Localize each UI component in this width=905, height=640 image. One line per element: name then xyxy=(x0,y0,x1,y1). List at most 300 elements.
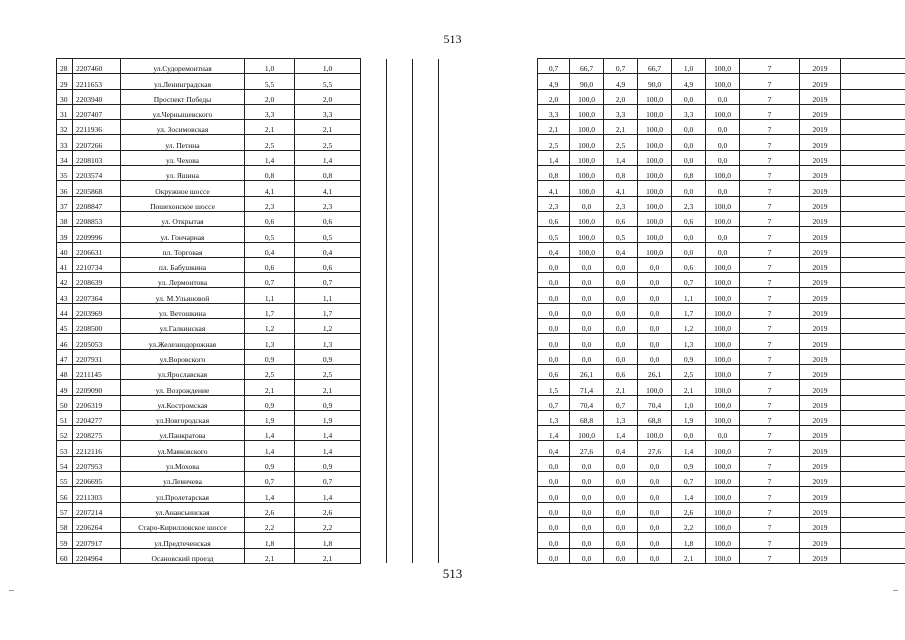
row-number-cell: 55 xyxy=(57,472,73,487)
value-b-cell: 7 xyxy=(740,441,800,456)
length-total-cell: 2,6 xyxy=(245,502,295,517)
empty-cell xyxy=(413,319,439,334)
empty-cell xyxy=(413,533,439,548)
length-value-cell: 1,0 xyxy=(295,59,361,74)
road-code-cell: 2203969 xyxy=(73,303,121,318)
empty-cell xyxy=(413,211,439,226)
percent-b-cell: 2019 xyxy=(800,242,841,257)
cell-cell: 0,0 xyxy=(638,349,672,364)
cell-cell: 0,0 xyxy=(638,502,672,517)
length-value-cell: 2,6 xyxy=(295,502,361,517)
length-total-cell: 0,9 xyxy=(245,395,295,410)
street-name-cell: Окружное шоссе xyxy=(121,181,245,196)
empty-cell xyxy=(439,181,538,196)
cell-cell: 3,3 xyxy=(604,104,638,119)
percent-a-cell: 100,0 xyxy=(706,456,740,471)
street-name-cell: ул. Гончарная xyxy=(121,227,245,242)
percent-a-cell: 100,0 xyxy=(706,273,740,288)
empty-cell xyxy=(439,517,538,532)
road-code-cell: 2205053 xyxy=(73,334,121,349)
road-code-cell: 2209090 xyxy=(73,380,121,395)
cell-cell: 0,0 xyxy=(538,533,570,548)
empty-cell xyxy=(439,487,538,502)
cell-cell: 27,6 xyxy=(570,441,604,456)
percent-a-cell: 100,0 xyxy=(706,59,740,74)
empty-cell xyxy=(361,548,387,563)
empty-cell xyxy=(361,303,387,318)
percent-b-cell: 2019 xyxy=(800,273,841,288)
cell-cell: 0,0 xyxy=(638,319,672,334)
row-number-cell: 47 xyxy=(57,349,73,364)
value-b-cell: 7 xyxy=(740,59,800,74)
cell-cell: 100,0 xyxy=(570,135,604,150)
row-number-cell: 31 xyxy=(57,104,73,119)
length-value-cell: 2,1 xyxy=(295,380,361,395)
cell-cell: 0,4 xyxy=(538,441,570,456)
empty-cell xyxy=(361,196,387,211)
value-a-cell: 2,3 xyxy=(672,196,706,211)
value-b-cell: 7 xyxy=(740,273,800,288)
row-number-cell: 48 xyxy=(57,364,73,379)
row-number-cell: 57 xyxy=(57,502,73,517)
value-c-cell xyxy=(841,288,905,303)
cell-cell: 0,7 xyxy=(538,59,570,74)
cell-cell: 100,0 xyxy=(570,150,604,165)
value-c-cell xyxy=(841,487,905,502)
cell-cell: 0,0 xyxy=(538,273,570,288)
row-number-cell: 39 xyxy=(57,227,73,242)
length-value-cell: 0,7 xyxy=(295,472,361,487)
empty-cell xyxy=(413,472,439,487)
road-code-cell: 2210734 xyxy=(73,257,121,272)
value-b-cell: 7 xyxy=(740,104,800,119)
empty-cell xyxy=(361,211,387,226)
cell-cell: 71,4 xyxy=(570,380,604,395)
length-value-cell: 2,5 xyxy=(295,364,361,379)
length-total-cell: 0,8 xyxy=(245,166,295,181)
value-c-cell xyxy=(841,303,905,318)
value-a-cell: 0,6 xyxy=(672,257,706,272)
length-value-cell: 1,3 xyxy=(295,334,361,349)
value-b-cell: 7 xyxy=(740,211,800,226)
length-value-cell: 2,1 xyxy=(295,120,361,135)
percent-b-cell: 2019 xyxy=(800,334,841,349)
cell-cell: 0,0 xyxy=(638,517,672,532)
empty-cell xyxy=(361,74,387,89)
street-name-cell: ул. Зосимовская xyxy=(121,120,245,135)
percent-b-cell: 2019 xyxy=(800,441,841,456)
street-name-cell: ул.Воровского xyxy=(121,349,245,364)
value-a-cell: 2,2 xyxy=(672,517,706,532)
percent-a-cell: 0,0 xyxy=(706,181,740,196)
value-c-cell xyxy=(841,150,905,165)
table-row xyxy=(57,456,905,471)
empty-cell xyxy=(387,319,413,334)
cell-cell: 0,5 xyxy=(604,227,638,242)
table-row xyxy=(57,319,905,334)
percent-b-cell: 2019 xyxy=(800,533,841,548)
street-name-cell: ул.Пролетарская xyxy=(121,487,245,502)
row-number-cell: 53 xyxy=(57,441,73,456)
cell-cell: 100,0 xyxy=(638,196,672,211)
length-total-cell: 2,0 xyxy=(245,89,295,104)
empty-cell xyxy=(413,349,439,364)
length-value-cell: 4,1 xyxy=(295,181,361,196)
road-code-cell: 2207931 xyxy=(73,349,121,364)
cell-cell: 0,4 xyxy=(604,242,638,257)
empty-cell xyxy=(387,410,413,425)
value-b-cell: 7 xyxy=(740,487,800,502)
cell-cell: 100,0 xyxy=(570,166,604,181)
value-a-cell: 2,6 xyxy=(672,502,706,517)
empty-cell xyxy=(413,548,439,563)
value-a-cell: 3,3 xyxy=(672,104,706,119)
empty-cell xyxy=(413,303,439,318)
value-b-cell: 7 xyxy=(740,196,800,211)
empty-cell xyxy=(387,517,413,532)
cell-cell: 0,0 xyxy=(538,487,570,502)
empty-cell xyxy=(387,334,413,349)
cell-cell: 0,0 xyxy=(570,487,604,502)
length-total-cell: 2,5 xyxy=(245,364,295,379)
empty-cell xyxy=(387,150,413,165)
cell-cell: 1,5 xyxy=(538,380,570,395)
cell-cell: 0,0 xyxy=(538,472,570,487)
table-row xyxy=(57,211,905,226)
table-row xyxy=(57,104,905,119)
percent-b-cell: 2019 xyxy=(800,395,841,410)
percent-a-cell: 0,0 xyxy=(706,426,740,441)
table-row xyxy=(57,89,905,104)
value-c-cell xyxy=(841,349,905,364)
table-row xyxy=(57,533,905,548)
length-total-cell: 0,6 xyxy=(245,211,295,226)
road-code-cell: 2208103 xyxy=(73,150,121,165)
value-a-cell: 0,6 xyxy=(672,211,706,226)
length-total-cell: 0,9 xyxy=(245,456,295,471)
value-a-cell: 1,0 xyxy=(672,395,706,410)
cell-cell: 0,0 xyxy=(604,257,638,272)
empty-cell xyxy=(387,196,413,211)
value-b-cell: 7 xyxy=(740,242,800,257)
empty-cell xyxy=(439,334,538,349)
percent-a-cell: 100,0 xyxy=(706,410,740,425)
cell-cell: 0,0 xyxy=(638,456,672,471)
cell-cell: 100,0 xyxy=(638,89,672,104)
cell-cell: 0,0 xyxy=(538,303,570,318)
street-name-cell: ул.Галкинская xyxy=(121,319,245,334)
length-value-cell: 5,5 xyxy=(295,74,361,89)
table-row xyxy=(57,273,905,288)
value-c-cell xyxy=(841,227,905,242)
table-row xyxy=(57,349,905,364)
empty-cell xyxy=(387,288,413,303)
length-value-cell: 0,9 xyxy=(295,456,361,471)
cell-cell: 0,6 xyxy=(538,211,570,226)
cell-cell: 100,0 xyxy=(570,227,604,242)
value-c-cell xyxy=(841,319,905,334)
length-total-cell: 1,1 xyxy=(245,288,295,303)
empty-cell xyxy=(439,395,538,410)
empty-cell xyxy=(387,273,413,288)
empty-cell xyxy=(361,319,387,334)
cell-cell: 26,1 xyxy=(570,364,604,379)
cell-cell: 0,0 xyxy=(638,533,672,548)
cell-cell: 100,0 xyxy=(638,150,672,165)
cell-cell: 0,0 xyxy=(604,288,638,303)
value-a-cell: 2,5 xyxy=(672,364,706,379)
empty-cell xyxy=(387,548,413,563)
empty-cell xyxy=(361,181,387,196)
cell-cell: 0,0 xyxy=(570,334,604,349)
cell-cell: 0,8 xyxy=(538,166,570,181)
percent-a-cell: 100,0 xyxy=(706,349,740,364)
percent-a-cell: 100,0 xyxy=(706,517,740,532)
length-total-cell: 1,4 xyxy=(245,487,295,502)
empty-cell xyxy=(413,166,439,181)
cell-cell: 0,6 xyxy=(604,211,638,226)
empty-cell xyxy=(361,472,387,487)
street-name-cell: ул.Маяковского xyxy=(121,441,245,456)
percent-b-cell: 2019 xyxy=(800,380,841,395)
empty-cell xyxy=(361,380,387,395)
empty-cell xyxy=(439,120,538,135)
cell-cell: 1,4 xyxy=(538,426,570,441)
value-c-cell xyxy=(841,380,905,395)
empty-cell xyxy=(361,533,387,548)
table-row xyxy=(57,135,905,150)
empty-cell xyxy=(439,257,538,272)
empty-cell xyxy=(387,441,413,456)
cell-cell: 0,0 xyxy=(638,288,672,303)
cell-cell: 100,0 xyxy=(638,120,672,135)
value-c-cell xyxy=(841,441,905,456)
cell-cell: 100,0 xyxy=(570,211,604,226)
street-name-cell: Пошехонское шоссе xyxy=(121,196,245,211)
value-c-cell xyxy=(841,120,905,135)
percent-a-cell: 100,0 xyxy=(706,104,740,119)
street-name-cell: ул.Панкратова xyxy=(121,426,245,441)
empty-cell xyxy=(439,150,538,165)
length-value-cell: 0,8 xyxy=(295,166,361,181)
empty-cell xyxy=(413,150,439,165)
empty-cell xyxy=(439,227,538,242)
road-code-cell: 2207953 xyxy=(73,456,121,471)
cell-cell: 3,3 xyxy=(538,104,570,119)
table-row xyxy=(57,120,905,135)
percent-b-cell: 2019 xyxy=(800,181,841,196)
value-a-cell: 2,1 xyxy=(672,548,706,563)
percent-b-cell: 2019 xyxy=(800,59,841,74)
empty-cell xyxy=(387,472,413,487)
empty-cell xyxy=(413,517,439,532)
table-row xyxy=(57,517,905,532)
length-total-cell: 2,3 xyxy=(245,196,295,211)
percent-b-cell: 2019 xyxy=(800,227,841,242)
value-a-cell: 1,4 xyxy=(672,441,706,456)
row-number-cell: 46 xyxy=(57,334,73,349)
empty-cell xyxy=(387,74,413,89)
empty-cell xyxy=(361,334,387,349)
empty-cell xyxy=(439,349,538,364)
percent-b-cell: 2019 xyxy=(800,211,841,226)
value-a-cell: 1,9 xyxy=(672,410,706,425)
value-b-cell: 7 xyxy=(740,410,800,425)
empty-cell xyxy=(413,181,439,196)
value-b-cell: 7 xyxy=(740,89,800,104)
row-number-cell: 38 xyxy=(57,211,73,226)
empty-cell xyxy=(439,426,538,441)
percent-a-cell: 0,0 xyxy=(706,242,740,257)
street-name-cell: пл. Бабушкина xyxy=(121,257,245,272)
empty-cell xyxy=(387,456,413,471)
cell-cell: 0,0 xyxy=(638,303,672,318)
percent-b-cell: 2019 xyxy=(800,89,841,104)
street-name-cell: ул.Судоремонтная xyxy=(121,59,245,74)
empty-cell xyxy=(361,410,387,425)
empty-cell xyxy=(439,456,538,471)
cell-cell: 100,0 xyxy=(638,166,672,181)
value-a-cell: 1,1 xyxy=(672,288,706,303)
empty-cell xyxy=(439,59,538,74)
empty-cell xyxy=(413,273,439,288)
road-code-cell: 2208500 xyxy=(73,319,121,334)
value-b-cell: 7 xyxy=(740,319,800,334)
cell-cell: 0,6 xyxy=(604,364,638,379)
cell-cell: 0,0 xyxy=(570,303,604,318)
cell-cell: 0,0 xyxy=(538,288,570,303)
empty-cell xyxy=(387,257,413,272)
empty-cell xyxy=(361,441,387,456)
road-code-cell: 2211936 xyxy=(73,120,121,135)
road-code-cell: 2206264 xyxy=(73,517,121,532)
value-a-cell: 0,7 xyxy=(672,472,706,487)
value-b-cell: 7 xyxy=(740,426,800,441)
value-c-cell xyxy=(841,104,905,119)
street-name-cell: ул.Костромская xyxy=(121,395,245,410)
value-b-cell: 7 xyxy=(740,227,800,242)
percent-a-cell: 100,0 xyxy=(706,380,740,395)
table-row xyxy=(57,59,905,74)
percent-b-cell: 2019 xyxy=(800,196,841,211)
cell-cell: 0,0 xyxy=(570,196,604,211)
percent-b-cell: 2019 xyxy=(800,104,841,119)
percent-b-cell: 2019 xyxy=(800,456,841,471)
value-c-cell xyxy=(841,548,905,563)
value-a-cell: 0,0 xyxy=(672,242,706,257)
value-b-cell: 7 xyxy=(740,120,800,135)
empty-cell xyxy=(413,334,439,349)
value-b-cell: 7 xyxy=(740,395,800,410)
empty-cell xyxy=(387,211,413,226)
empty-cell xyxy=(413,120,439,135)
street-name-cell: ул.Мохова xyxy=(121,456,245,471)
length-total-cell: 2,5 xyxy=(245,135,295,150)
cell-cell: 1,4 xyxy=(538,150,570,165)
table-row xyxy=(57,395,905,410)
empty-cell xyxy=(387,166,413,181)
street-name-cell: ул.Предтеченская xyxy=(121,533,245,548)
percent-b-cell: 2019 xyxy=(800,257,841,272)
row-number-cell: 28 xyxy=(57,59,73,74)
cell-cell: 2,3 xyxy=(604,196,638,211)
cell-cell: 70,4 xyxy=(570,395,604,410)
road-code-cell: 2211145 xyxy=(73,364,121,379)
percent-b-cell: 2019 xyxy=(800,166,841,181)
row-number-cell: 43 xyxy=(57,288,73,303)
percent-b-cell: 2019 xyxy=(800,288,841,303)
street-name-cell: ул. Ветошкина xyxy=(121,303,245,318)
cell-cell: 0,0 xyxy=(538,548,570,563)
cell-cell: 2,5 xyxy=(604,135,638,150)
street-name-cell: ул.Новгородская xyxy=(121,410,245,425)
value-b-cell: 7 xyxy=(740,334,800,349)
empty-cell xyxy=(361,227,387,242)
length-value-cell: 0,6 xyxy=(295,211,361,226)
percent-a-cell: 100,0 xyxy=(706,303,740,318)
row-number-cell: 37 xyxy=(57,196,73,211)
length-total-cell: 1,2 xyxy=(245,319,295,334)
length-value-cell: 1,4 xyxy=(295,426,361,441)
row-number-cell: 32 xyxy=(57,120,73,135)
cell-cell: 0,0 xyxy=(538,257,570,272)
length-value-cell: 1,4 xyxy=(295,487,361,502)
empty-cell xyxy=(439,166,538,181)
value-a-cell: 1,8 xyxy=(672,533,706,548)
percent-a-cell: 100,0 xyxy=(706,502,740,517)
empty-cell xyxy=(413,456,439,471)
value-c-cell xyxy=(841,135,905,150)
percent-a-cell: 100,0 xyxy=(706,211,740,226)
table-row xyxy=(57,288,905,303)
empty-cell xyxy=(361,135,387,150)
row-number-cell: 29 xyxy=(57,74,73,89)
empty-cell xyxy=(361,150,387,165)
value-a-cell: 0,0 xyxy=(672,227,706,242)
length-total-cell: 0,7 xyxy=(245,472,295,487)
length-value-cell: 0,9 xyxy=(295,395,361,410)
value-c-cell xyxy=(841,456,905,471)
cell-cell: 0,0 xyxy=(570,288,604,303)
length-total-cell: 2,2 xyxy=(245,517,295,532)
empty-cell xyxy=(361,349,387,364)
cell-cell: 1,3 xyxy=(538,410,570,425)
empty-cell xyxy=(413,227,439,242)
cell-cell: 2,1 xyxy=(538,120,570,135)
cell-cell: 0,0 xyxy=(604,319,638,334)
empty-cell xyxy=(387,227,413,242)
cell-cell: 70,4 xyxy=(638,395,672,410)
cell-cell: 1,4 xyxy=(604,150,638,165)
road-code-cell: 2208275 xyxy=(73,426,121,441)
percent-a-cell: 100,0 xyxy=(706,166,740,181)
cell-cell: 1,4 xyxy=(604,426,638,441)
empty-cell xyxy=(413,487,439,502)
cell-cell: 0,0 xyxy=(638,472,672,487)
empty-cell xyxy=(387,364,413,379)
empty-cell xyxy=(413,89,439,104)
empty-cell xyxy=(413,257,439,272)
street-name-cell: ул. Лермонтова xyxy=(121,273,245,288)
empty-cell xyxy=(413,196,439,211)
percent-b-cell: 2019 xyxy=(800,364,841,379)
cell-cell: 0,0 xyxy=(604,303,638,318)
percent-b-cell: 2019 xyxy=(800,150,841,165)
row-number-cell: 35 xyxy=(57,166,73,181)
empty-cell xyxy=(361,104,387,119)
cell-cell: 4,1 xyxy=(538,181,570,196)
length-total-cell: 0,9 xyxy=(245,349,295,364)
